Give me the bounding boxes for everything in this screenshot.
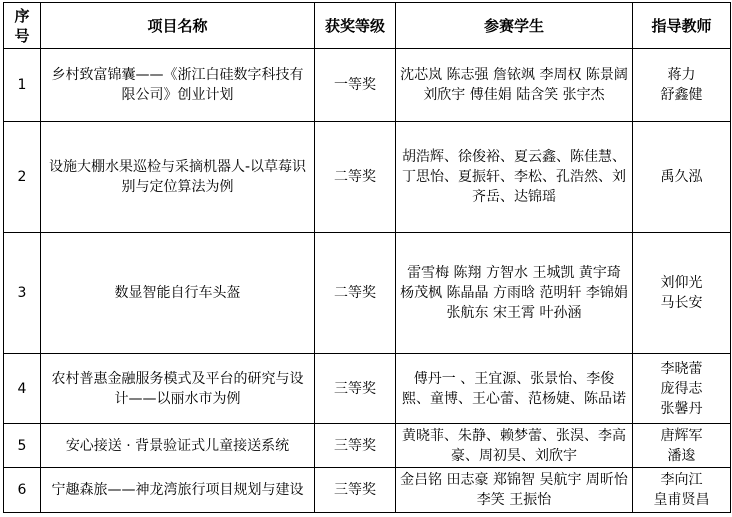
header-students: 参赛学生 <box>396 3 633 49</box>
table-row <box>4 122 731 233</box>
row-project: 农村普惠金融服务模式及平台的研究与设计——以丽水市为例 <box>41 354 315 424</box>
teacher-name: 皇甫贤昌 <box>653 492 710 508</box>
row-award: 二等奖 <box>315 122 396 233</box>
row-teachers <box>633 468 731 513</box>
row-project: 设施大棚水果巡检与采摘机器人-以草莓识别与定位算法为例 <box>41 122 315 233</box>
row-award: 三等奖 <box>315 468 396 513</box>
row-index: 3 <box>4 233 41 354</box>
row-project: 安心接送 · 背景验证式儿童接送系统 <box>41 424 315 468</box>
header-award: 获奖等级 <box>315 3 396 49</box>
row-students: 雷雪梅 陈翔 方智水 王城凯 黄宇琦 杨茂枫 陈晶晶 方雨晗 范明轩 李锦娟 张航东 宋王霄 叶孙涵 <box>396 233 633 354</box>
row-index: 6 <box>4 468 41 513</box>
row-project: 宁趣森旅——神龙湾旅行项目规划与建设 <box>41 468 315 513</box>
row-students: 金吕铭 田志豪 郑锦智 吴航宇 周昕怡 李笑 王振怡 <box>396 468 633 513</box>
teacher-name: 舒鑫健 <box>660 87 703 103</box>
teacher-name: 李向江 <box>660 472 703 488</box>
row-project: 数显智能自行车头盔 <box>41 233 315 354</box>
header-row <box>4 3 731 49</box>
row-students: 傅丹一 、王宜源、张景怡、李俊熙、童博、王心蕾、范杨婕、陈品诺 <box>396 354 633 424</box>
row-award: 二等奖 <box>315 233 396 354</box>
teacher-name: 张馨丹 <box>660 400 703 417</box>
table-row <box>4 49 731 122</box>
row-award: 一等奖 <box>315 49 396 122</box>
teacher-name: 蒋力 <box>667 67 696 83</box>
table-row <box>4 424 731 468</box>
row-award: 三等奖 <box>315 354 396 424</box>
row-teachers <box>633 424 731 468</box>
header-index: 序号 <box>4 3 41 49</box>
row-index: 4 <box>4 354 41 424</box>
row-teachers <box>633 122 731 233</box>
row-teachers <box>633 354 731 424</box>
table-row <box>4 233 731 354</box>
header-project: 项目名称 <box>41 3 315 49</box>
row-teachers <box>633 49 731 122</box>
teacher-name: 刘仰光 <box>660 275 703 291</box>
table-row <box>4 468 731 513</box>
row-index: 1 <box>4 49 41 122</box>
teacher-name: 唐辉军 <box>660 427 703 444</box>
row-teachers <box>633 233 731 354</box>
teacher-name: 马长安 <box>660 295 703 311</box>
awards-table <box>3 2 731 513</box>
row-project: 乡村致富锦囊——《浙江白硅数字科技有限公司》创业计划 <box>41 49 315 122</box>
row-award: 三等奖 <box>315 424 396 468</box>
row-index: 5 <box>4 424 41 468</box>
header-teachers: 指导教师 <box>633 3 731 49</box>
teacher-name: 潘逡 <box>667 447 696 464</box>
row-students: 黄晓菲、朱静、赖梦蕾、张淏、李高豪、周初昊、刘欣宇 <box>396 424 633 468</box>
table-row <box>4 354 731 424</box>
row-index: 2 <box>4 122 41 233</box>
teacher-name: 禹久泓 <box>660 169 703 185</box>
teacher-name: 李晓蕾 <box>660 360 703 377</box>
row-students: 胡浩辉、徐俊裕、夏云鑫、陈佳慧、丁思怡、夏振轩、李松、孔浩然、刘齐岳、达锦瑶 <box>396 122 633 233</box>
teacher-name: 庞得志 <box>660 380 703 397</box>
row-students: 沈芯岚 陈志强 詹铱飒 李周权 陈景阔 刘欣宇 傅佳娟 陆含笑 张宇杰 <box>396 49 633 122</box>
